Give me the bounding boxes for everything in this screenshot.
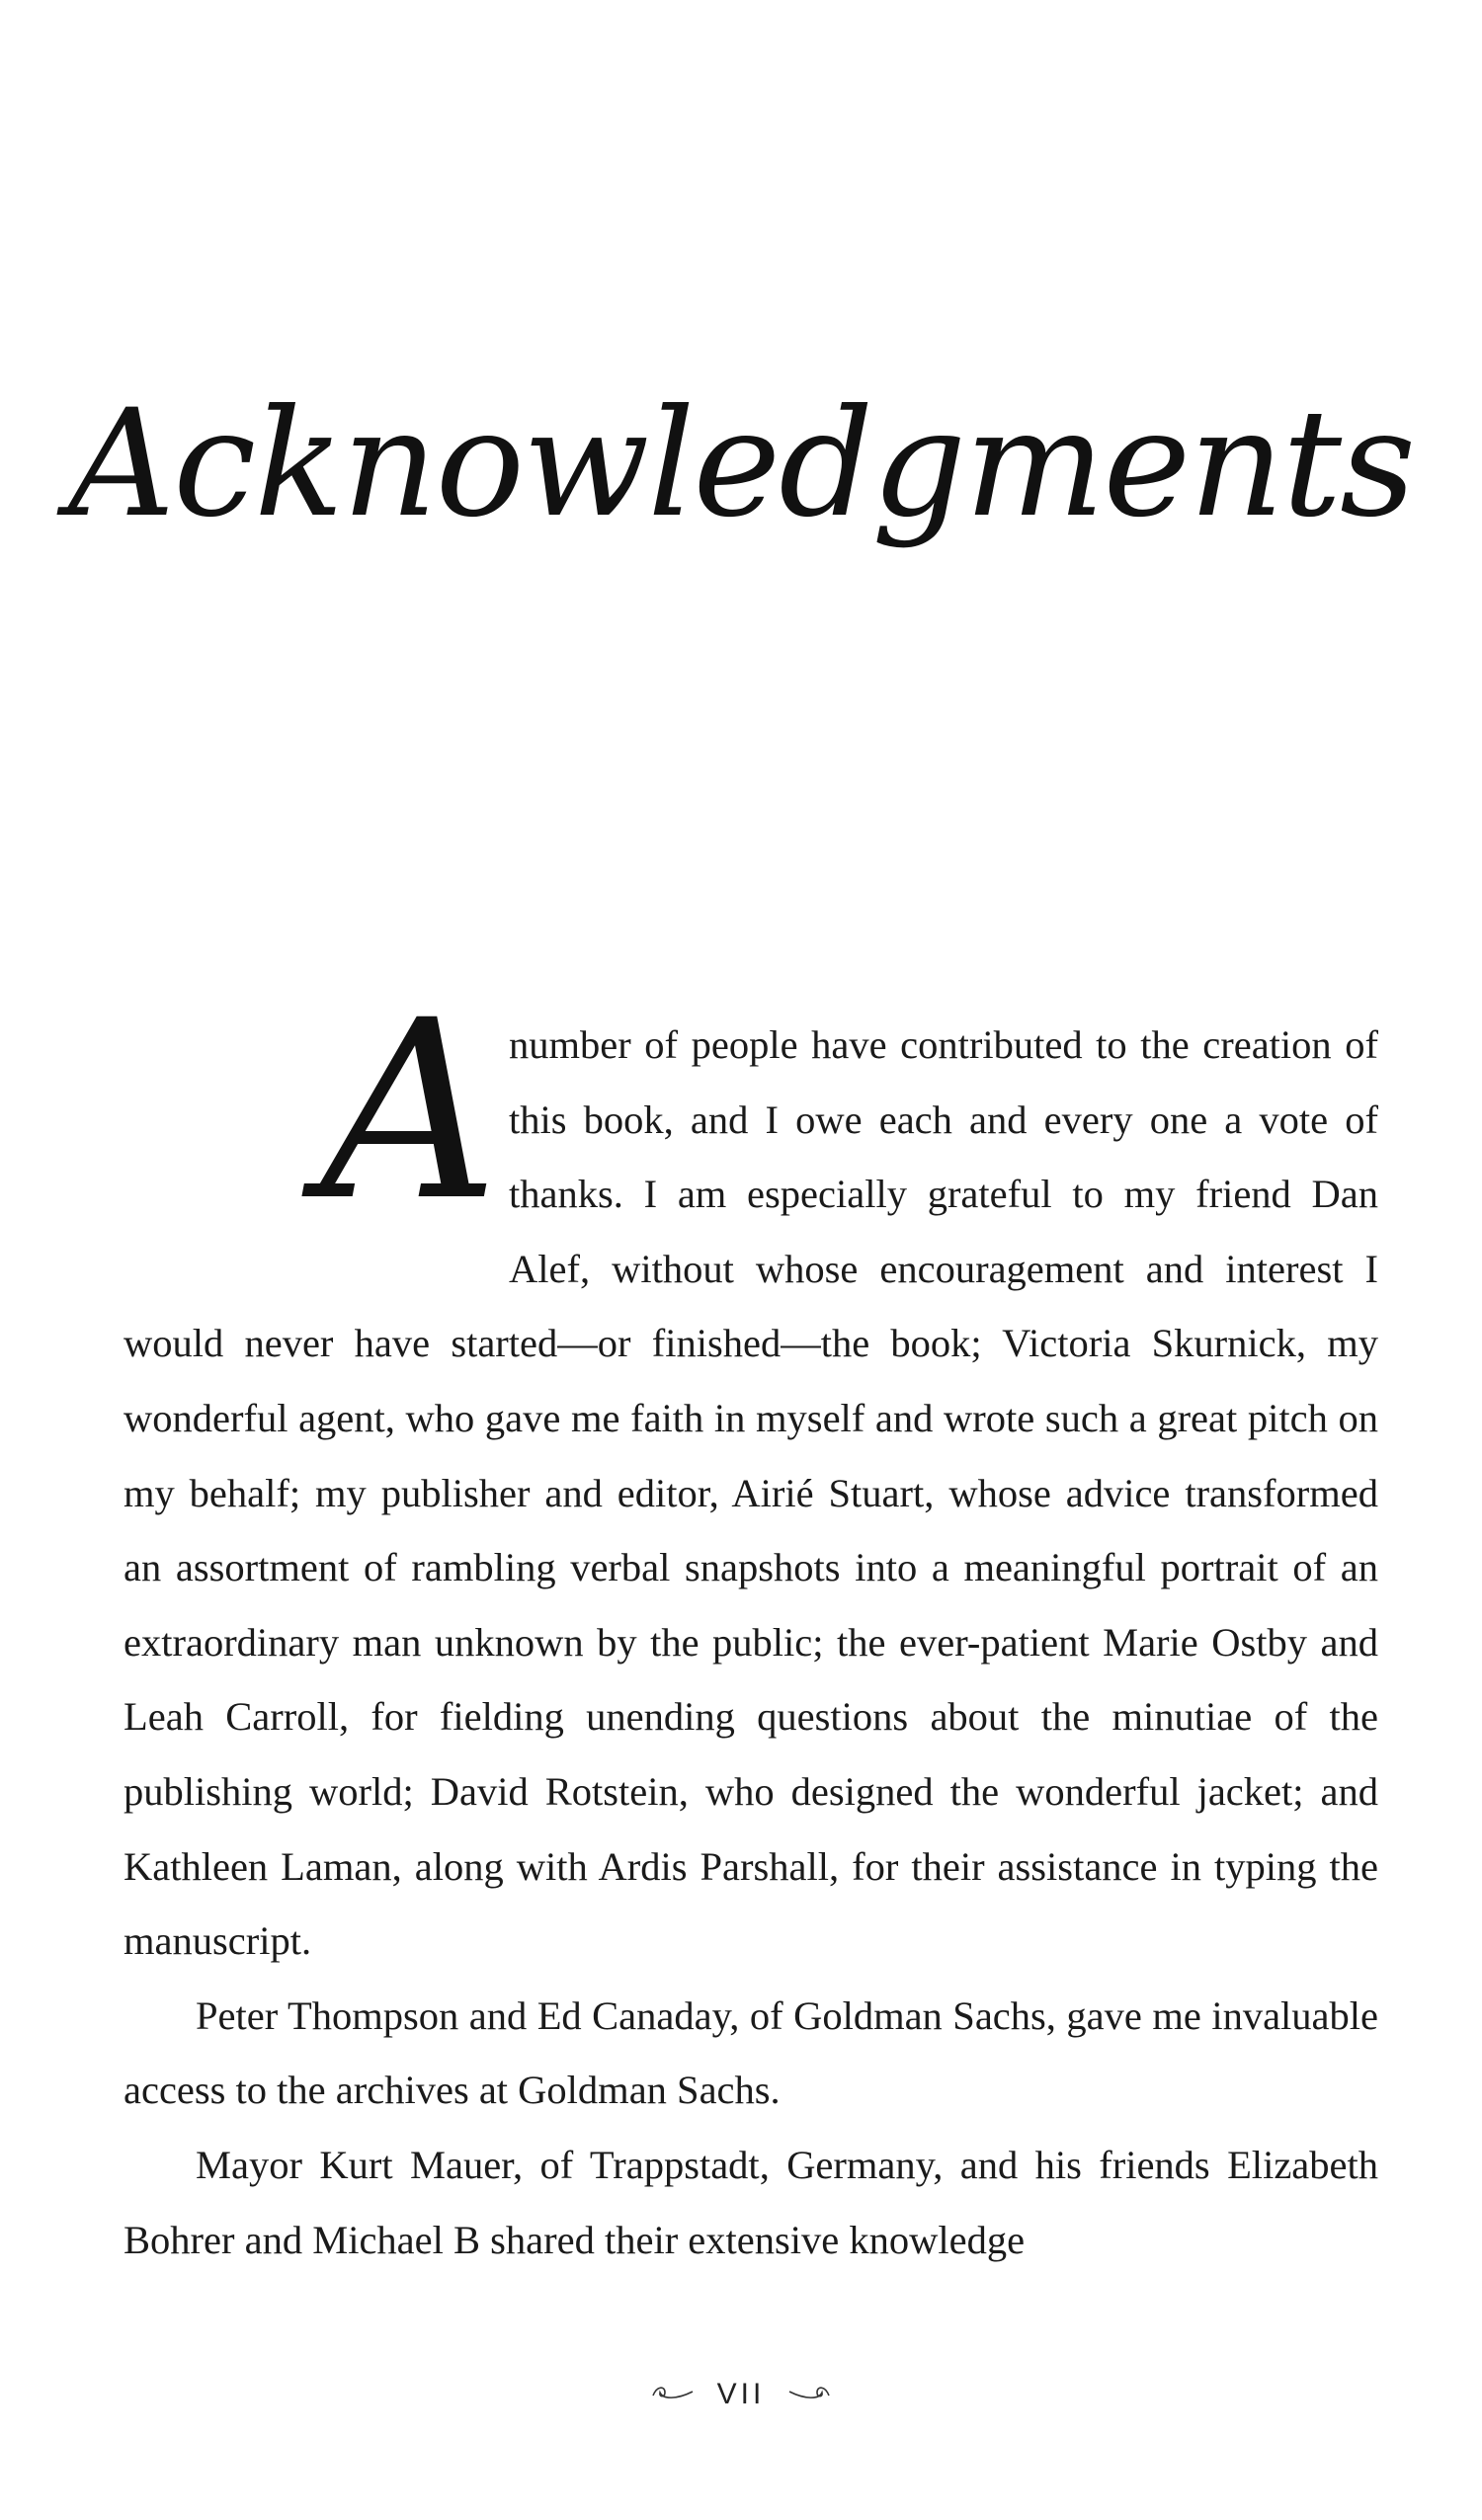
paragraph-1 [124, 967, 1378, 1979]
paragraph-2: Peter Thompson and Ed Canaday, of Goldman Sachs, gave me invaluable access to the archives at Goldman Sachs. [124, 1992, 1378, 2113]
body-text [124, 967, 1378, 2277]
paragraph-3: Mayor Kurt Mauer, of Trappstadt, Germany, and his friends Elizabeth Bohrer and Michael B shared their extensive knowledge [124, 2142, 1378, 2262]
page-title: Acknowledgments [67, 378, 1415, 550]
page-number-text: VII [716, 2378, 766, 2411]
left-swash-ornament-icon [651, 2378, 695, 2411]
paragraph-1-text: number of people have contributed to the creation of this book, and I owe each and every one a vote of thanks. I am especially grateful to my friend Dan Alef, without whose encouragement and interest I would never have started—or finished—the book; Victoria Skurnick, my wonderful agent, who gave me faith in myself and wrote such a great pitch on my behalf; my publisher and editor, Airié Stuart, whose advice transformed an assortment of rambling verbal snapshots into a meaningful portrait of an extraordinary man unknown by the public; the ever-patient Marie Ostby and Leah Carroll, for fielding unending questions about the minutiae of the publishing world; David Rotstein, who designed the wonderful jacket; and Kathleen Laman, along with Ardis Parshall, for their assistance in typing the manuscript. [124, 1022, 1378, 1964]
right-swash-ornament-icon [787, 2378, 831, 2411]
drop-cap: A [320, 967, 499, 1255]
page-number [0, 2377, 1482, 2411]
